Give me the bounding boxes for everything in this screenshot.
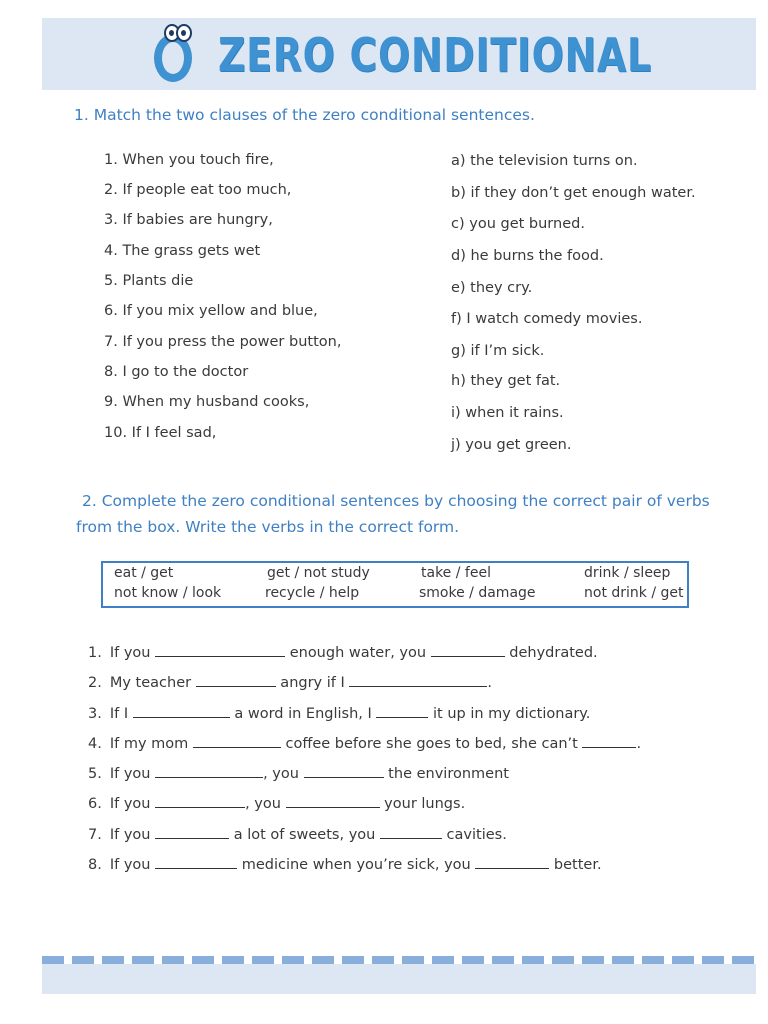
match-right-item: b) if they don’t get enough water. — [451, 185, 696, 201]
sentence-text: angry if I — [275, 675, 350, 691]
answer-blank[interactable] — [431, 644, 505, 657]
sentence-number: 5. — [88, 766, 102, 782]
verb-pair: not know / look — [114, 585, 222, 601]
sentence-row — [88, 735, 641, 752]
sentence-row — [88, 795, 465, 812]
sentence-text: coffee before she goes to bed, she can’t — [280, 736, 583, 752]
answer-blank[interactable] — [475, 856, 549, 869]
verb-pair: get / not study — [267, 565, 370, 581]
verb-pair: smoke / damage — [419, 585, 536, 601]
sentence-text: your lungs. — [379, 796, 466, 812]
sentence-text: better. — [549, 857, 602, 873]
sentence-text: enough water, you — [285, 645, 431, 661]
match-left-item: 3. If babies are hungry, — [104, 212, 273, 228]
sentence-text: If I — [109, 706, 133, 722]
sentence-row — [88, 765, 509, 782]
match-right-item: g) if I’m sick. — [451, 343, 545, 359]
sentence-text: it up in my dictionary. — [428, 706, 591, 722]
sentence-text: If you — [109, 827, 156, 843]
answer-blank[interactable] — [155, 856, 237, 869]
sentence-text: dehydrated. — [504, 645, 598, 661]
sentence-text: If you — [109, 796, 156, 812]
sentence-text: If you — [109, 857, 156, 873]
sentence-number: 1. — [88, 645, 102, 661]
answer-blank[interactable] — [155, 765, 263, 778]
sentence-row — [88, 856, 602, 873]
footer-dashed-border — [42, 956, 756, 964]
answer-blank[interactable] — [286, 795, 380, 808]
sentence-row — [88, 826, 507, 843]
sentence-number: 8. — [88, 857, 102, 873]
answer-blank[interactable] — [376, 705, 428, 718]
answer-blank[interactable] — [155, 826, 229, 839]
answer-blank[interactable] — [155, 795, 245, 808]
sentence-number: 3. — [88, 706, 102, 722]
sentence-text: a lot of sweets, you — [229, 827, 380, 843]
match-left-item: 1. When you touch fire, — [104, 152, 274, 168]
sentence-number: 4. — [88, 736, 102, 752]
match-right-item: a) the television turns on. — [451, 153, 638, 169]
footer-band — [42, 964, 756, 994]
match-right-item: h) they get fat. — [451, 373, 561, 389]
sentence-text: If you — [109, 645, 156, 661]
exercise2-instruction-line1: 2. Complete the zero conditional sentences by choosing the correct pair of verbs — [82, 492, 710, 510]
sentence-row — [88, 705, 590, 722]
answer-blank[interactable] — [133, 705, 230, 718]
sentence-text: the environment — [383, 766, 509, 782]
sentence-text: medicine when you’re sick, you — [237, 857, 476, 873]
answer-blank[interactable] — [196, 674, 276, 687]
sentence-number: 7. — [88, 827, 102, 843]
answer-blank[interactable] — [193, 735, 281, 748]
sentence-number: 2. — [88, 675, 102, 691]
match-left-item: 5. Plants die — [104, 273, 194, 289]
match-right-item: j) you get green. — [451, 437, 572, 453]
match-right-item: e) they cry. — [451, 280, 533, 296]
match-left-item: 8. I go to the doctor — [104, 364, 249, 380]
match-left-item: 9. When my husband cooks, — [104, 394, 310, 410]
sentence-number: 6. — [88, 796, 102, 812]
match-right-item: f) I watch comedy movies. — [451, 311, 643, 327]
match-right-item: i) when it rains. — [451, 405, 564, 421]
sentence-row — [88, 674, 492, 691]
sentence-text: . — [487, 675, 492, 691]
sentence-text: . — [636, 736, 642, 752]
sentence-row — [88, 644, 598, 661]
verb-pair: not drink / get — [584, 585, 684, 601]
title-group — [150, 20, 747, 90]
match-left-item: 7. If you press the power button, — [104, 334, 342, 350]
match-right-item: c) you get burned. — [451, 216, 585, 232]
exercise2-instruction-line2: from the box. Write the verbs in the correct form. — [76, 518, 460, 536]
verb-pair: take / feel — [421, 565, 491, 581]
sentence-text: , you — [245, 796, 286, 812]
sentence-text: If my mom — [109, 736, 193, 752]
verb-pair: drink / sleep — [584, 565, 671, 581]
match-left-item: 2. If people eat too much, — [104, 182, 292, 198]
exercise1-instruction: 1. Match the two clauses of the zero conditional sentences. — [74, 106, 535, 124]
answer-blank[interactable] — [304, 765, 384, 778]
answer-blank[interactable] — [155, 644, 285, 657]
match-left-item: 4. The grass gets wet — [104, 243, 261, 259]
answer-blank[interactable] — [582, 735, 636, 748]
page-title: ZERO CONDITIONAL — [218, 28, 652, 82]
sentence-text: a word in English, I — [229, 706, 377, 722]
o-mascot-icon — [150, 24, 204, 86]
verb-pair: eat / get — [114, 565, 174, 581]
verb-word-box — [101, 561, 689, 608]
answer-blank[interactable] — [349, 674, 487, 687]
match-left-item: 6. If you mix yellow and blue, — [104, 303, 318, 319]
answer-blank[interactable] — [380, 826, 442, 839]
sentence-text: cavities. — [441, 827, 507, 843]
verb-pair: recycle / help — [265, 585, 360, 601]
sentence-text: , you — [263, 766, 304, 782]
sentence-text: My teacher — [109, 675, 196, 691]
sentence-text: If you — [109, 766, 156, 782]
match-left-item: 10. If I feel sad, — [104, 425, 217, 441]
match-right-item: d) he burns the food. — [451, 248, 604, 264]
